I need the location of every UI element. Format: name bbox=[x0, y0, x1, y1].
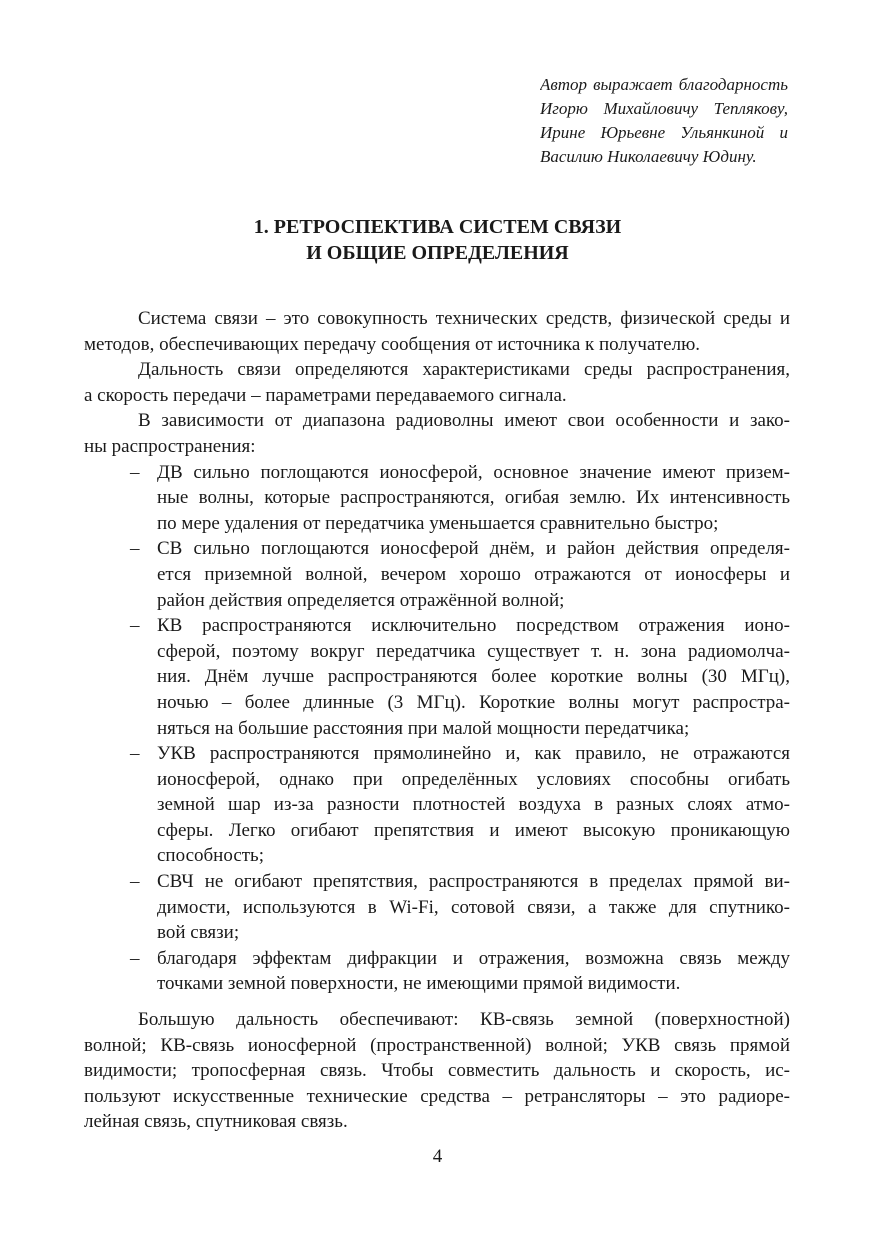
list-dash: – bbox=[130, 615, 140, 637]
paragraph-line: волной; КВ-связь ионосферной (пространственной) волной; УКВ связь прямой bbox=[84, 1034, 790, 1056]
list-item-line: ночью – более длинные (3 МГц). Короткие волны могут распростра- bbox=[157, 691, 790, 713]
paragraph-line: а скорость передачи – параметрами передаваемого сигнала. bbox=[84, 384, 567, 406]
list-dash: – bbox=[130, 743, 140, 765]
list-item-line: сферы. Легко огибают препятствия и имеют высокую проникающую bbox=[157, 819, 790, 841]
list-item-line: димости, используются в Wi-Fi, сотовой связи, а также для спутнико- bbox=[157, 896, 790, 918]
list-item-kv bbox=[84, 613, 790, 741]
paragraph-line: Большую дальность обеспечивают: КВ-связь земной (поверхностной) bbox=[138, 1009, 790, 1031]
section-heading bbox=[0, 214, 875, 266]
paragraph-line: В зависимости от диапазона радиоволны имеют свои особенности и зако- bbox=[138, 410, 790, 432]
list-dash: – bbox=[130, 871, 140, 893]
list-item-line: благодаря эффектам дифракции и отражения, возможна связь между bbox=[157, 947, 790, 969]
list-item-line: сферой, поэтому вокруг передатчика существует т. н. зона радиомолча- bbox=[157, 640, 790, 662]
list-item-line: ется приземной волной, вечером хорошо отражаются от ионосферы и bbox=[157, 563, 790, 585]
dedication-line: Ирине Юрьевне Ульянкиной и bbox=[540, 123, 788, 142]
paragraph-line: Система связи – это совокупность технических средств, физической среды и bbox=[138, 308, 790, 329]
paragraph-line: лейная связь, спутниковая связь. bbox=[84, 1111, 348, 1133]
paragraph-range bbox=[84, 357, 790, 408]
section-heading-line-2: И ОБЩИЕ ОПРЕДЕЛЕНИЯ bbox=[306, 242, 569, 264]
list-item-diffraction bbox=[84, 946, 790, 997]
list-item-ukv bbox=[84, 741, 790, 869]
list-item-line: ные волны, которые распространяются, огибая землю. Их интенсивность bbox=[157, 487, 790, 509]
paragraph-spacer bbox=[84, 997, 790, 1007]
list-item-line: КВ распространяются исключительно посредством отражения ионо- bbox=[157, 615, 790, 637]
dedication-line: Автор выражает благодарность bbox=[540, 75, 788, 94]
paragraph-line: Дальность связи определяются характеристиками среды распространения, bbox=[138, 359, 790, 381]
body-text bbox=[84, 306, 790, 1135]
list-dash: – bbox=[130, 461, 140, 483]
list-item-sv bbox=[84, 536, 790, 613]
list-item-line: район действия определяется отражённой волной; bbox=[157, 589, 565, 611]
list-item-line: способность; bbox=[157, 845, 264, 867]
paragraph-definition bbox=[84, 306, 790, 357]
list-item-line: няться на большие расстояния при малой мощности передатчика; bbox=[157, 717, 690, 739]
list-item-dv bbox=[84, 460, 790, 537]
list-item-line: ДВ сильно поглощаются ионосферой, основное значение имеют призем- bbox=[157, 461, 790, 483]
paragraph-line: пользуют искусственные технические средства – ретрансляторы – это радиоре- bbox=[84, 1085, 790, 1107]
list-item-line: точками земной поверхности, не имеющими прямой видимости. bbox=[157, 973, 681, 995]
paragraph-line: ны распространения: bbox=[84, 435, 256, 457]
dedication-line: Василию Николаевичу Юдину. bbox=[540, 147, 757, 166]
paragraph-conclusion bbox=[84, 1007, 790, 1135]
dedication-line: Игорю Михайловичу Теплякову, bbox=[540, 99, 788, 118]
list-dash: – bbox=[130, 947, 140, 969]
wave-bands-list bbox=[84, 460, 790, 997]
list-item-line: СВЧ не огибают препятствия, распространяются в пределах прямой ви- bbox=[157, 871, 790, 893]
page-number: 4 bbox=[432, 1146, 443, 1167]
section-heading-line-1: 1. РЕТРОСПЕКТИВА СИСТЕМ СВЯЗИ bbox=[253, 216, 622, 238]
paragraph-intro bbox=[84, 408, 790, 459]
list-item-svch bbox=[84, 869, 790, 946]
list-item-line: вой связи; bbox=[157, 922, 240, 944]
paragraph-line: методов, обеспечивающих передачу сообщения от источника к получателю. bbox=[84, 333, 701, 355]
list-item-line: земной шар из-за разности плотностей воздуха в разных слоях атмо- bbox=[157, 794, 790, 816]
paragraph-line: видимости; тропосферная связь. Чтобы совместить дальность и скорость, ис- bbox=[84, 1060, 790, 1082]
list-item-line: ния. Днём лучше распространяются более короткие волны (30 МГц), bbox=[157, 666, 790, 688]
list-item-line: УКВ распространяются прямолинейно и, как правило, не отражаются bbox=[157, 743, 790, 765]
list-item-line: ионосферой, однако при определённых условиях способны огибать bbox=[157, 768, 790, 790]
list-dash: – bbox=[130, 538, 140, 560]
list-item-line: по мере удаления от передатчика уменьшается сравнительно быстро; bbox=[157, 512, 719, 534]
list-item-line: СВ сильно поглощаются ионосферой днём, и район действия определя- bbox=[157, 538, 790, 560]
dedication bbox=[540, 73, 788, 169]
